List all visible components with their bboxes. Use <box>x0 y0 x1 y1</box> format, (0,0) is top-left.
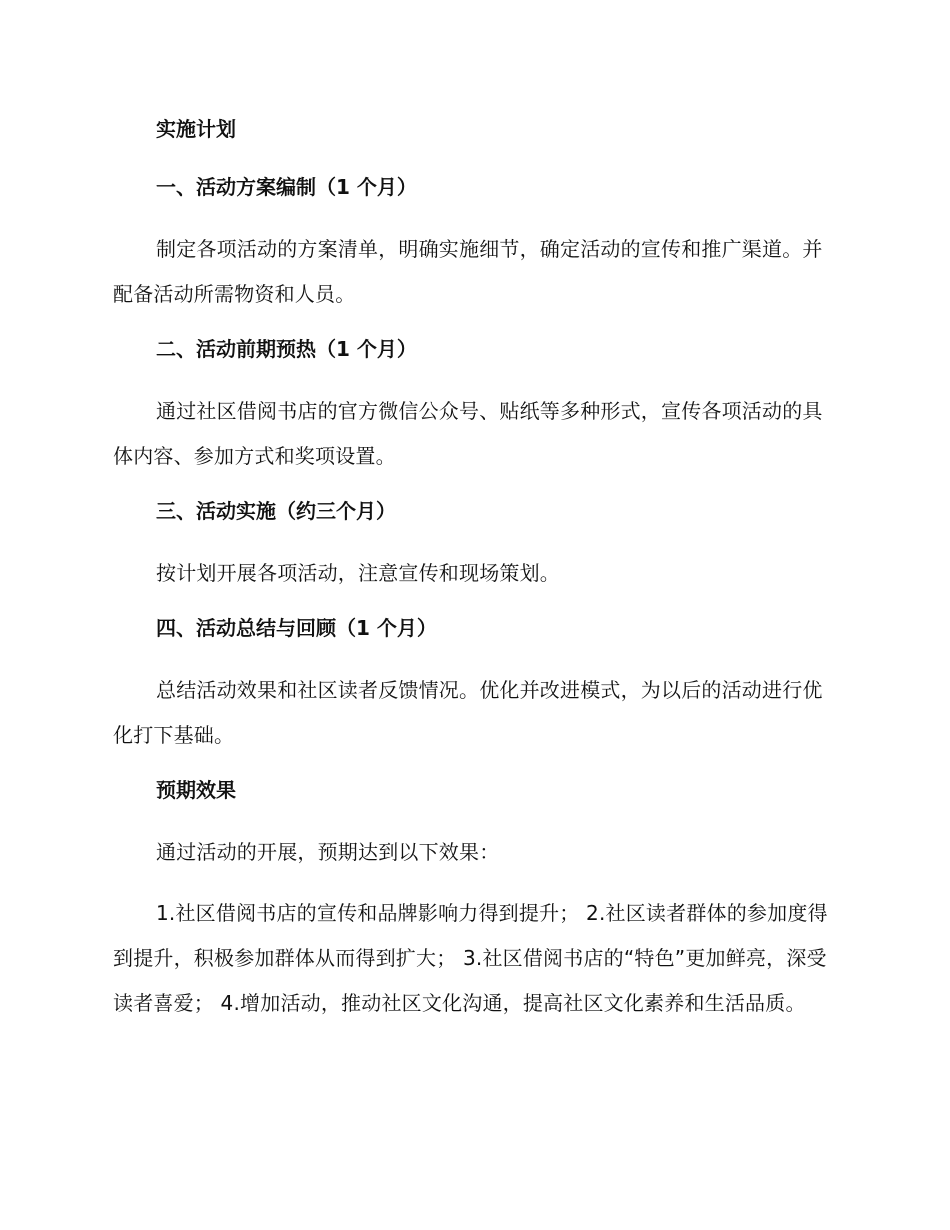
effects-list: 1.社区借阅书店的宣传和品牌影响力得到提升； 2.社区读者群体的参加度得到提升，积极参加群体从而得到扩大； 3.社区借阅书店的“特色”更加鲜亮，深受读者喜爱； 4.增加活动，推动社区文化沟通，提高社区文化素养和生活品质。 <box>113 901 828 1015</box>
step1-body: 制定各项活动的方案清单，明确实施细节，确定活动的宣传和推广渠道。并配备活动所需物资和人员。 <box>113 237 823 306</box>
step2-heading: 二、活动前期预热（1 个月） <box>156 337 417 361</box>
step4-body: 总结活动效果和社区读者反馈情况。优化并改进模式，为以后的活动进行优化打下基础。 <box>113 678 823 747</box>
step1-heading: 一、活动方案编制（1 个月） <box>156 175 417 199</box>
plan-title: 实施计划 <box>156 117 236 141</box>
document-body <box>113 111 835 1040</box>
effects-title: 预期效果 <box>156 778 236 802</box>
step4-heading: 四、活动总结与回顾（1 个月） <box>156 616 437 640</box>
step3-heading: 三、活动实施（约三个月） <box>156 499 396 523</box>
step3-body: 按计划开展各项活动，注意宣传和现场策划。 <box>156 561 560 585</box>
step2-body: 通过社区借阅书店的官方微信公众号、贴纸等多种形式，宣传各项活动的具体内容、参加方式和奖项设置。 <box>113 399 823 468</box>
effects-intro: 通过活动的开展，预期达到以下效果： <box>156 840 500 864</box>
